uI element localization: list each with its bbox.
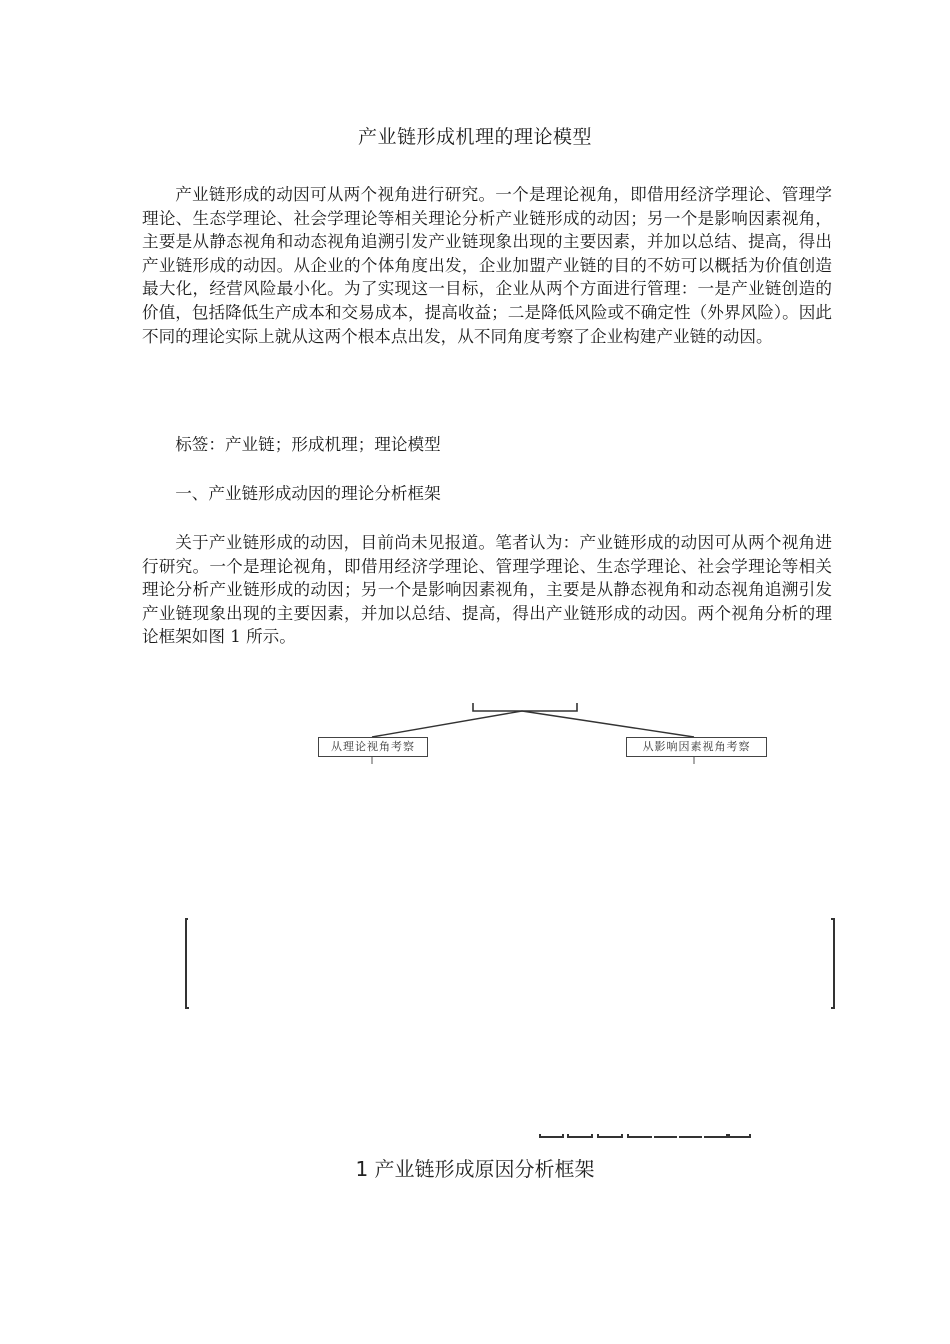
figure-top-bracket	[473, 703, 577, 711]
figure-left-bracket	[186, 919, 189, 1008]
framework-figure	[0, 690, 950, 1150]
abstract-paragraph: 产业链形成的动因可从两个视角进行研究。一个是理论视角，即借用经济学理论、管理学理论、生态学理论、社会学理论等相关理论分析产业链形成的动因；另一个是影响因素视角，主要是从静态视角和动态视角追溯引发产业链现象出现的主要因素，并加以总结、提高，得出产业链形成的动因。从企业的个体角度出发，企业加盟产业链的目的不妨可以概括为价值创造最大化，经营风险最小化。为了实现这一目标，企业从两个方面进行管理：一是产业链创造的价值，包括降低生产成本和交易成本，提高收益；二是降低风险或不确定性（外界风险）。因此不同的理论实际上就从这两个根本点出发，从不同角度考察了企业构建产业链的动因。	[142, 185, 832, 346]
section-heading: 一、产业链形成动因的理论分析框架	[175, 484, 441, 503]
figure-branch-left	[372, 711, 522, 737]
figure-branch-right	[522, 711, 694, 737]
figure-bottom-fragments	[540, 1134, 750, 1137]
body-paragraph: 关于产业链形成的动因，目前尚未见报道。笔者认为：产业链形成的动因可从两个视角进行研究。一个是理论视角，即借用经济学理论、管理学理论、生态学理论、社会学理论等相关理论分析产业链形成的动因；另一个是影响因素视角，主要是从静态视角和动态视角追溯引发产业链现象出现的主要因素，并加以总结、提高，得出产业链形成的动因。两个视角分析的理论框架如图 1 所示。	[142, 533, 832, 647]
document-title: 产业链形成机理的理论模型	[357, 126, 592, 148]
figure-right-bracket	[831, 919, 834, 1008]
keywords-line: 标签：产业链；形成机理；理论模型	[175, 435, 441, 454]
figure-box-theory: 从理论视角考察	[318, 737, 428, 757]
figure-caption: 1 产业链形成原因分析框架	[355, 1157, 595, 1181]
figure-box-factors: 从影响因素视角考察	[626, 737, 767, 757]
